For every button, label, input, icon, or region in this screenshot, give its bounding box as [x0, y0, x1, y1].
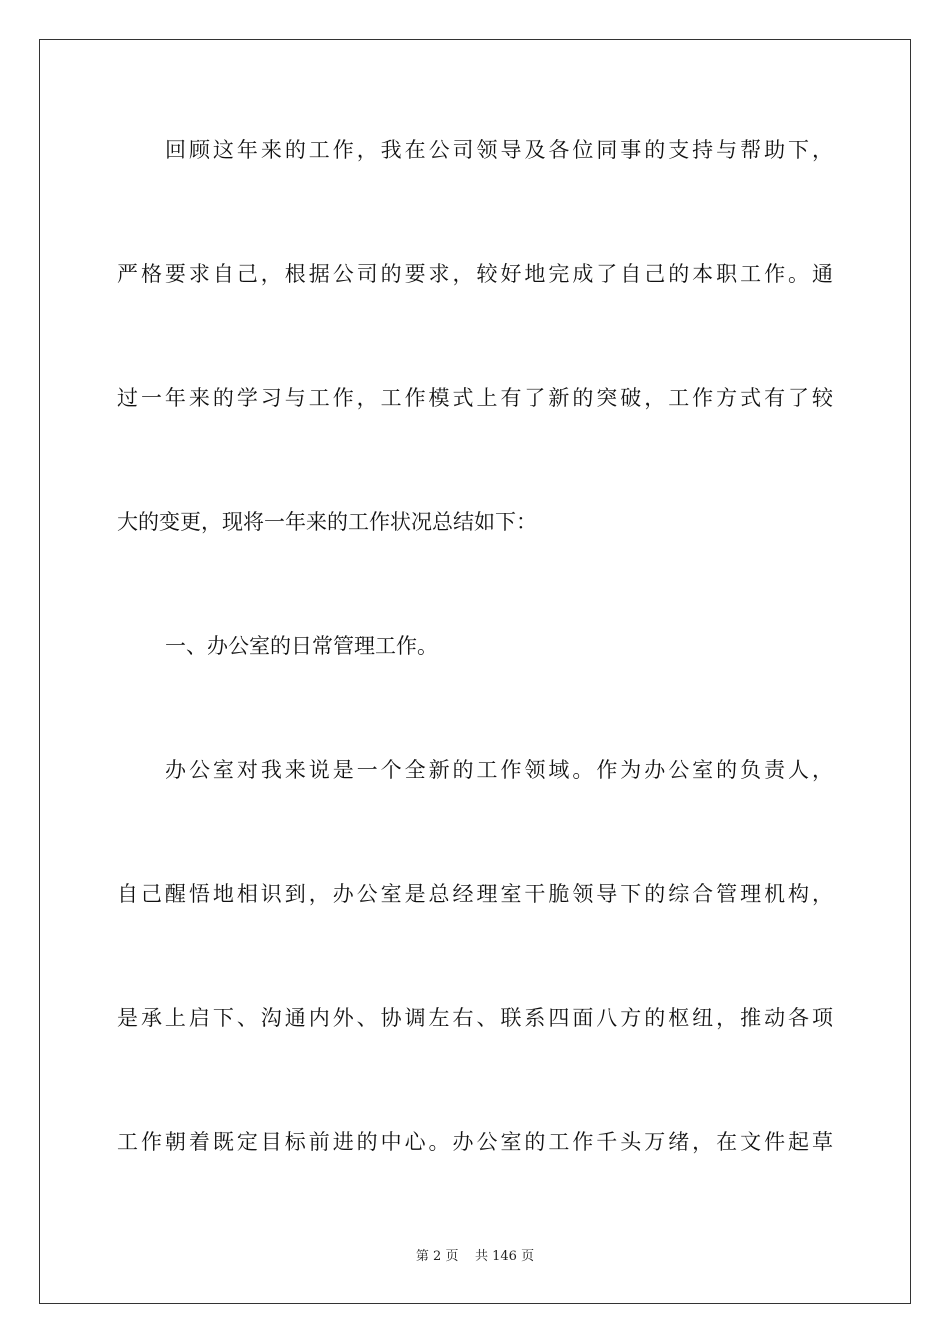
paragraph-line: 过一年来的学习与工作，工作模式上有了新的突破，工作方式有了较	[117, 386, 833, 410]
page-frame	[39, 39, 911, 1304]
section-heading: 一、办公室的日常管理工作。	[165, 634, 438, 658]
paragraph-line: 严格要求自己，根据公司的要求，较好地完成了自己的本职工作。通	[117, 262, 833, 286]
paragraph-line: 工作朝着既定目标前进的中心。办公室的工作千头万绪，在文件起草	[117, 1130, 833, 1154]
page-number: 第 2 页	[415, 1249, 459, 1264]
total-pages: 共 146 页	[475, 1249, 535, 1264]
paragraph-line: 回顾这年来的工作，我在公司领导及各位同事的支持与帮助下，	[165, 138, 833, 162]
paragraph-line: 自己醒悟地相识到，办公室是总经理室干脆领导下的综合管理机构，	[117, 882, 833, 906]
paragraph-line: 是承上启下、沟通内外、协调左右、联系四面八方的枢纽，推动各项	[117, 1006, 833, 1030]
page-footer	[0, 1247, 950, 1267]
paragraph-line: 办公室对我来说是一个全新的工作领域。作为办公室的负责人，	[165, 758, 833, 782]
paragraph-line: 大的变更，现将一年来的工作状况总结如下：	[117, 510, 537, 534]
